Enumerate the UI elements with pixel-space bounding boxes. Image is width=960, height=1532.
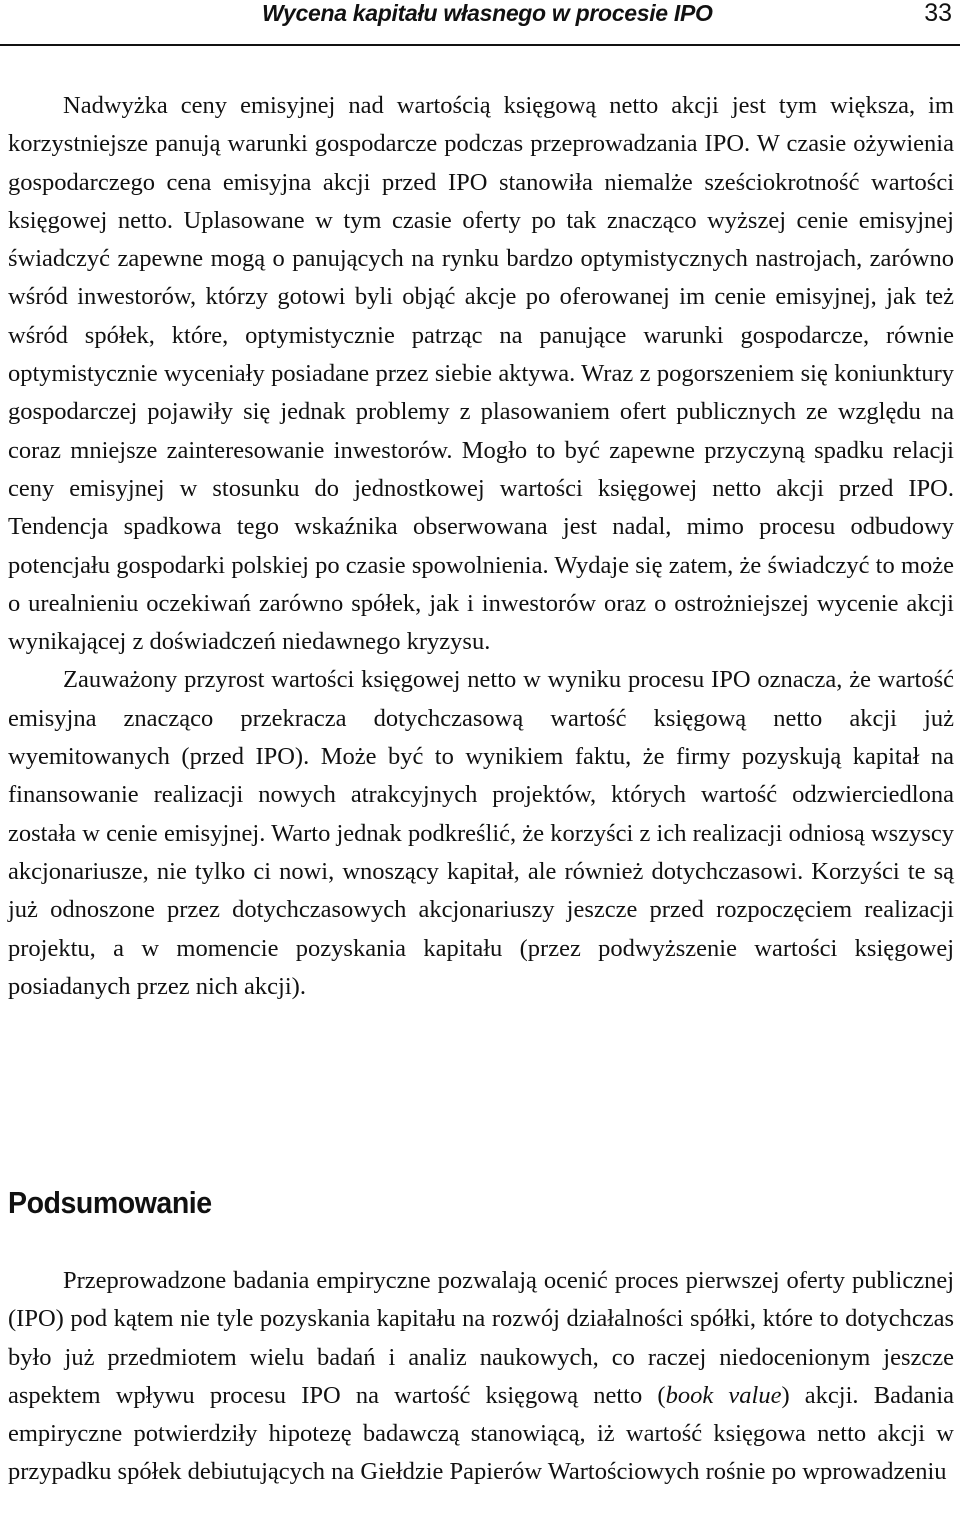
paragraph-text: Przeprowadzone badania empiryczne pozwalają ocenić proces pierwszej oferty publicznej (IPO) pod kątem nie tyle pozyskania kapitału na rozwój działalności spółki, które to dotychczas było już przedmiotem wielu badań i analiz naukowych, co raczej niedocenionym jeszcze aspektem wpływu procesu IPO na wartość księgową netto ( [8, 1267, 954, 1409]
body-text-block [8, 87, 954, 1006]
running-header [0, 0, 960, 46]
paragraph [8, 1262, 954, 1492]
running-title: Wycena kapitału własnego w procesie IPO [262, 0, 713, 26]
paragraph-italic-term: book value [665, 1381, 782, 1409]
paragraph: Zauważony przyrost wartości księgowej netto w wyniku procesu IPO oznacza, że wartość emisyjna znacząco przekracza dotychczasową wartość księgową netto akcji już wyemitowanych (przed IPO). Może być to wynikiem faktu, że firmy pozyskują kapitał na finansowanie realizacji nowych atrakcyjnych projektów, których wartość odzwierciedlona została w cenie emisyjnej. Warto jednak podkreślić, że korzyści z ich realizacji odniosą wszyscy akcjonariusze, nie tylko ci nowi, wnoszący kapitał, ale również dotychczasowi. Korzyści te są już odnoszone przez dotychczasowych akcjonariuszy jeszcze przed rozpoczęciem realizacji projektu, a w momencie pozyskania kapitału (przez podwyższenie wartości księgowej posiadanych przez nich akcji). [8, 666, 954, 1000]
paragraph: Nadwyżka ceny emisyjnej nad wartością księgową netto akcji jest tym większa, im korzystniejsze panują warunki gospodarcze podczas przeprowadzania IPO. W czasie ożywienia gospodarczego cena emisyjna akcji przed IPO stanowiła niemalże sześciokrotność wartości księgowej netto. Uplasowane w tym czasie oferty po tak znacząco wyższej cenie emisyjnej świadczyć zapewne mogą o panujących na rynku bardzo optymistycznych nastrojach, zarówno wśród inwestorów, którzy gotowi byli objąć akcje po oferowanej im cenie emisyjnej, jak też wśród spółek, które, optymistycznie patrząc na panujące warunki gospodarcze, równie optymistycznie wyceniały posiadane przez siebie aktywa. Wraz z pogorszeniem się koniunktury gospodarczej pojawiły się jednak problemy z plasowaniem ofert publicznych ze względu na coraz mniejsze zainteresowanie inwestorów. Mogło to być zapewne przyczyną spadku relacji ceny emisyjnej w stosunku do jednostkowej wartości księgowej netto akcji przed IPO. Tendencja spadkowa tego wskaźnika obserwowana jest nadal, mimo procesu odbudowy potencjału gospodarki polskiej po czasie spowolnienia. Wydaje się zatem, że świadczyć to może o urealnieniu oczekiwań zarówno spółek, jak i inwestorów oraz o ostrożniejszej wycenie akcji wynikającej z doświadczeń niedawnego kryzysu. [8, 92, 954, 656]
section-body-text [8, 1262, 954, 1492]
page-number: 33 [924, 0, 952, 27]
paragraph-text: ) akcji. Badania empiryczne potwierdziły hipotezę badawczą stanowiącą, iż wartość księgowa netto akcji w przypadku spółek debiutujących na Giełdzie Papierów Wartościowych rośnie po wprowadzeniu [8, 1381, 954, 1486]
section-heading: Podsumowanie [8, 1185, 212, 1220]
